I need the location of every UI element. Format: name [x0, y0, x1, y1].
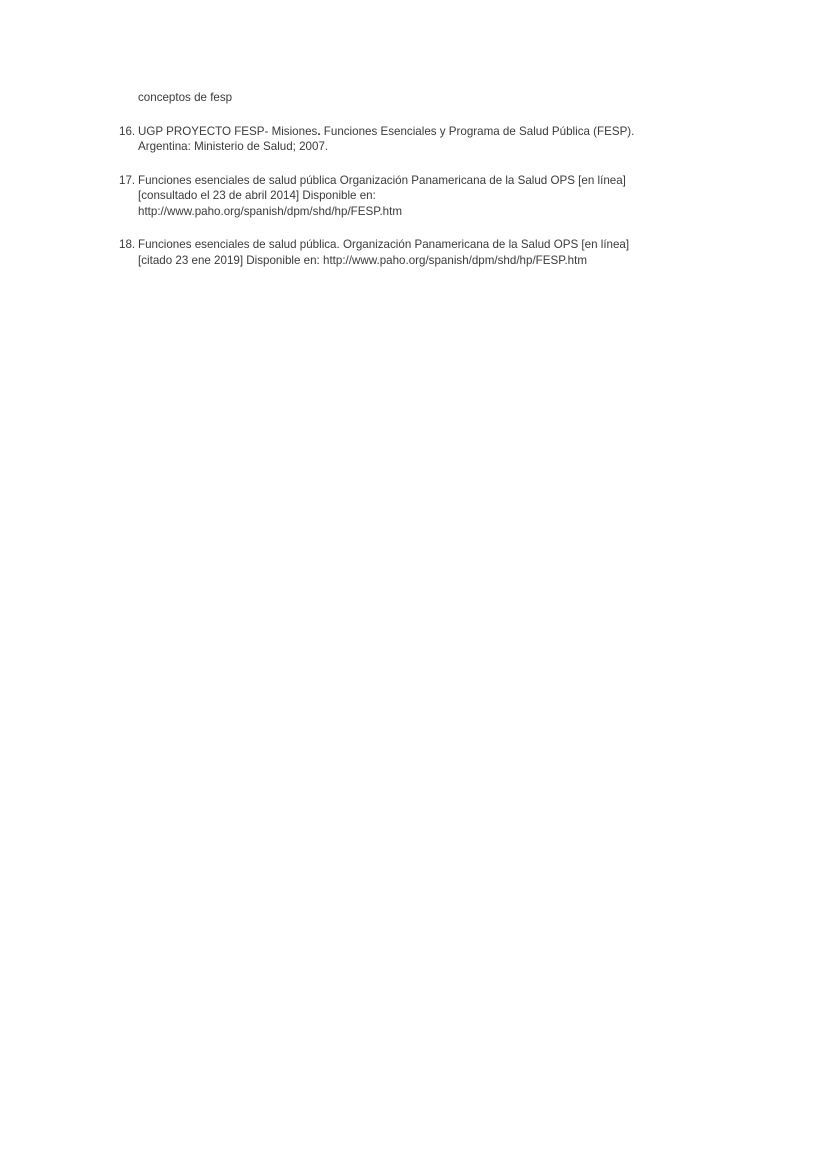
reference-number: 17. [119, 173, 136, 187]
reference-line: Argentina: Ministerio de Salud; 2007. [138, 140, 329, 153]
reference-text [138, 237, 759, 268]
reference-line: Funciones esenciales de salud pública. Organización Panamericana de la Salud OPS [en línea] [138, 238, 630, 251]
reference-line [138, 124, 759, 140]
page-content [119, 90, 759, 268]
reference-number: 18. [119, 238, 136, 251]
reference-text [138, 173, 759, 220]
reference-list [119, 124, 759, 269]
reference-item-18 [119, 237, 759, 268]
reference-url: [citado 23 ene 2019] Disponible en: http://www.paho.org/spanish/dpm/shd/hp/FESP.htm [138, 253, 588, 267]
reference-number: 16. [119, 124, 136, 138]
reference-item-16 [119, 124, 759, 155]
reference-title: Funciones Esenciales y Programa de Salud Pública (FESP). [320, 124, 635, 138]
reference-line: Funciones esenciales de salud pública Organización Panamericana de la Salud OPS [en línea] [138, 173, 626, 187]
reference-url: http://www.paho.org/spanish/dpm/shd/hp/FESP.htm [138, 204, 403, 218]
reference-bold-period: . [317, 124, 321, 138]
reference-line: [consultado el 23 de abril 2014] Disponible en: [138, 189, 376, 202]
reference-text [138, 124, 759, 155]
reference-author: UGP PROYECTO FESP- Misiones [138, 124, 318, 138]
reference-item-17 [119, 173, 759, 220]
running-head: conceptos de fesp [138, 91, 233, 104]
